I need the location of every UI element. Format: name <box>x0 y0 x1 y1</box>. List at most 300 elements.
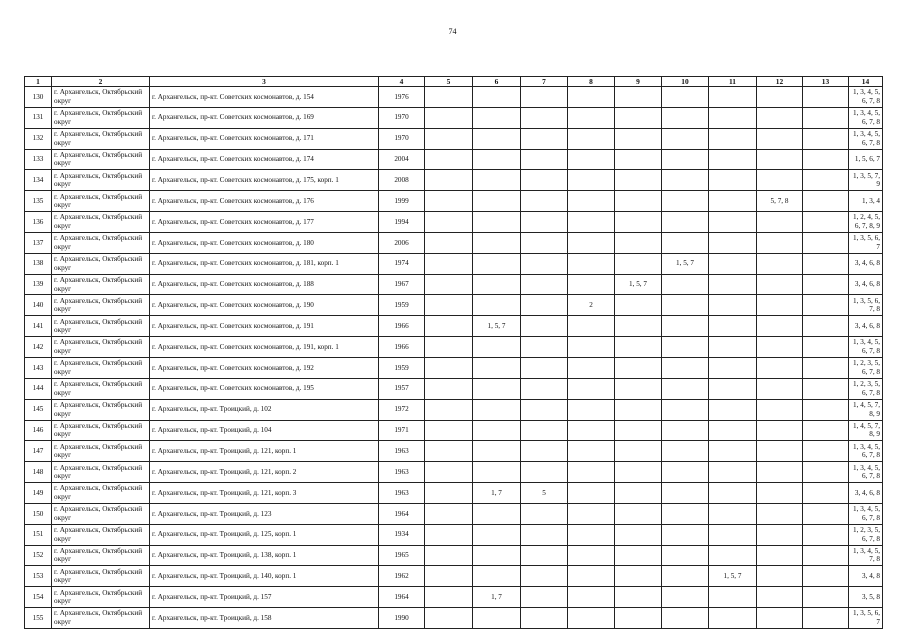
col11-cell <box>709 107 757 128</box>
col11-cell <box>709 191 757 212</box>
row-number: 152 <box>25 545 52 566</box>
district-cell: г. Архангельск, Октябрьский округ <box>52 524 150 545</box>
col11-cell <box>709 128 757 149</box>
col12-cell <box>757 170 803 191</box>
col11-cell <box>709 170 757 191</box>
address-cell: г. Архангельск, пр-кт. Троицкий, д. 125, корп. 1 <box>150 524 379 545</box>
col10-cell <box>662 587 709 608</box>
year-cell: 2006 <box>379 232 425 253</box>
col8-cell <box>568 128 615 149</box>
table-row <box>25 316 883 337</box>
address-cell: г. Архангельск, пр-кт. Советских космонавтов, д. 191 <box>150 316 379 337</box>
col14-cell: 1, 3, 4, 5, 6, 7, 8 <box>849 107 883 128</box>
col11-cell <box>709 357 757 378</box>
col10-cell <box>662 503 709 524</box>
col11-cell <box>709 316 757 337</box>
col8-cell <box>568 316 615 337</box>
address-cell: г. Архангельск, пр-кт. Троицкий, д. 157 <box>150 587 379 608</box>
col14-cell: 1, 3, 4, 5, 6, 7, 8 <box>849 337 883 358</box>
col13-cell <box>803 87 849 108</box>
col10-cell <box>662 462 709 483</box>
col11-cell <box>709 149 757 170</box>
column-header-10: 10 <box>662 77 709 87</box>
col8-cell <box>568 420 615 441</box>
year-cell: 1990 <box>379 608 425 629</box>
col10-cell: 1, 5, 7 <box>662 253 709 274</box>
district-cell: г. Архангельск, Октябрьский округ <box>52 483 150 504</box>
col14-cell: 1, 3, 4, 5, 6, 7, 8 <box>849 503 883 524</box>
col9-cell <box>615 503 662 524</box>
district-cell: г. Архангельск, Октябрьский округ <box>52 399 150 420</box>
col6-cell <box>473 253 521 274</box>
col5-cell <box>425 441 473 462</box>
col6-cell <box>473 232 521 253</box>
col5-cell <box>425 316 473 337</box>
table-row <box>25 587 883 608</box>
column-header-8: 8 <box>568 77 615 87</box>
col14-cell: 1, 2, 3, 5, 6, 7, 8 <box>849 357 883 378</box>
col13-cell <box>803 566 849 587</box>
col5-cell <box>425 378 473 399</box>
col14-cell: 1, 2, 4, 5, 6, 7, 8, 9 <box>849 212 883 233</box>
col8-cell <box>568 337 615 358</box>
col10-cell <box>662 566 709 587</box>
col5-cell <box>425 483 473 504</box>
col12-cell <box>757 608 803 629</box>
row-number: 151 <box>25 524 52 545</box>
col14-cell: 1, 3, 4, 5, 6, 7, 8 <box>849 462 883 483</box>
address-cell: г. Архангельск, пр-кт. Советских космонавтов, д. 188 <box>150 274 379 295</box>
address-cell: г. Архангельск, пр-кт. Троицкий, д. 102 <box>150 399 379 420</box>
table-row <box>25 378 883 399</box>
year-cell: 1970 <box>379 107 425 128</box>
col9-cell <box>615 483 662 504</box>
col10-cell <box>662 483 709 504</box>
col7-cell <box>521 566 568 587</box>
col11-cell <box>709 295 757 316</box>
col13-cell <box>803 420 849 441</box>
address-cell: г. Архангельск, пр-кт. Троицкий, д. 123 <box>150 503 379 524</box>
col5-cell <box>425 503 473 524</box>
col13-cell <box>803 107 849 128</box>
row-number: 142 <box>25 337 52 358</box>
district-cell: г. Архангельск, Октябрьский округ <box>52 441 150 462</box>
col11-cell <box>709 420 757 441</box>
address-cell: г. Архангельск, пр-кт. Троицкий, д. 140, корп. 1 <box>150 566 379 587</box>
col10-cell <box>662 295 709 316</box>
col6-cell <box>473 170 521 191</box>
col9-cell <box>615 337 662 358</box>
col14-cell: 1, 3, 5, 6, 7 <box>849 232 883 253</box>
district-cell: г. Архангельск, Октябрьский округ <box>52 295 150 316</box>
col5-cell <box>425 337 473 358</box>
address-cell: г. Архангельск, пр-кт. Советских космонавтов, д. 154 <box>150 87 379 108</box>
table-row <box>25 295 883 316</box>
col8-cell <box>568 232 615 253</box>
address-cell: г. Архангельск, пр-кт. Советских космонавтов, д. 190 <box>150 295 379 316</box>
col6-cell: 1, 7 <box>473 483 521 504</box>
col12-cell <box>757 316 803 337</box>
col10-cell <box>662 316 709 337</box>
col8-cell <box>568 566 615 587</box>
row-number: 133 <box>25 149 52 170</box>
col7-cell <box>521 170 568 191</box>
col8-cell <box>568 587 615 608</box>
table-row <box>25 212 883 233</box>
district-cell: г. Архангельск, Октябрьский округ <box>52 149 150 170</box>
col7-cell <box>521 232 568 253</box>
col14-cell: 1, 3, 4, 5, 6, 7, 8 <box>849 441 883 462</box>
col12-cell <box>757 212 803 233</box>
district-cell: г. Архангельск, Октябрьский округ <box>52 212 150 233</box>
col11-cell <box>709 608 757 629</box>
col5-cell <box>425 545 473 566</box>
col13-cell <box>803 128 849 149</box>
district-cell: г. Архангельск, Октябрьский округ <box>52 107 150 128</box>
col7-cell <box>521 295 568 316</box>
col7-cell <box>521 107 568 128</box>
col11-cell <box>709 399 757 420</box>
col13-cell <box>803 587 849 608</box>
col11-cell <box>709 232 757 253</box>
year-cell: 1971 <box>379 420 425 441</box>
table-row <box>25 420 883 441</box>
register-table <box>24 76 883 629</box>
col7-cell <box>521 399 568 420</box>
address-cell: г. Архангельск, пр-кт. Советских космонавтов, д. 192 <box>150 357 379 378</box>
col10-cell <box>662 170 709 191</box>
col6-cell <box>473 357 521 378</box>
col13-cell <box>803 545 849 566</box>
col12-cell <box>757 378 803 399</box>
address-cell: г. Архангельск, пр-кт. Советских космонавтов, д. 169 <box>150 107 379 128</box>
table-row <box>25 608 883 629</box>
address-cell: г. Архангельск, пр-кт. Советских космонавтов, д. 180 <box>150 232 379 253</box>
col13-cell <box>803 503 849 524</box>
col14-cell: 3, 4, 8 <box>849 566 883 587</box>
year-cell: 2008 <box>379 170 425 191</box>
row-number: 130 <box>25 87 52 108</box>
table-body <box>25 87 883 629</box>
col6-cell <box>473 441 521 462</box>
col6-cell <box>473 566 521 587</box>
row-number: 145 <box>25 399 52 420</box>
row-number: 147 <box>25 441 52 462</box>
col13-cell <box>803 232 849 253</box>
column-header-12: 12 <box>757 77 803 87</box>
col8-cell <box>568 253 615 274</box>
col9-cell <box>615 545 662 566</box>
col10-cell <box>662 212 709 233</box>
col11-cell <box>709 274 757 295</box>
col9-cell <box>615 566 662 587</box>
col7-cell <box>521 462 568 483</box>
col8-cell <box>568 441 615 462</box>
col13-cell <box>803 295 849 316</box>
col6-cell <box>473 608 521 629</box>
col5-cell <box>425 274 473 295</box>
col9-cell <box>615 316 662 337</box>
col9-cell: 1, 5, 7 <box>615 274 662 295</box>
year-cell: 1972 <box>379 399 425 420</box>
col14-cell: 3, 4, 6, 8 <box>849 274 883 295</box>
year-cell: 1999 <box>379 191 425 212</box>
col14-cell: 1, 3, 4, 5, 6, 7, 8 <box>849 87 883 108</box>
district-cell: г. Архангельск, Октябрьский округ <box>52 232 150 253</box>
col6-cell <box>473 524 521 545</box>
table-row <box>25 274 883 295</box>
col12-cell <box>757 274 803 295</box>
col10-cell <box>662 399 709 420</box>
col12-cell <box>757 295 803 316</box>
col12-cell <box>757 524 803 545</box>
col12-cell <box>757 357 803 378</box>
col7-cell <box>521 441 568 462</box>
address-cell: г. Архангельск, пр-кт. Троицкий, д. 121, корп. 2 <box>150 462 379 483</box>
col9-cell <box>615 87 662 108</box>
address-cell: г. Архангельск, пр-кт. Советских космонавтов, д. 176 <box>150 191 379 212</box>
col7-cell: 5 <box>521 483 568 504</box>
year-cell: 1963 <box>379 483 425 504</box>
col11-cell <box>709 212 757 233</box>
district-cell: г. Архангельск, Октябрьский округ <box>52 357 150 378</box>
col5-cell <box>425 399 473 420</box>
col12-cell <box>757 462 803 483</box>
year-cell: 1959 <box>379 357 425 378</box>
year-cell: 1966 <box>379 337 425 358</box>
district-cell: г. Архангельск, Октябрьский округ <box>52 462 150 483</box>
col9-cell <box>615 462 662 483</box>
col14-cell: 1, 2, 3, 5, 6, 7, 8 <box>849 524 883 545</box>
col5-cell <box>425 87 473 108</box>
col7-cell <box>521 357 568 378</box>
row-number: 139 <box>25 274 52 295</box>
col10-cell <box>662 337 709 358</box>
col6-cell <box>473 107 521 128</box>
col14-cell: 1, 3, 4, 5, 6, 7, 8 <box>849 128 883 149</box>
col9-cell <box>615 399 662 420</box>
col7-cell <box>521 253 568 274</box>
district-cell: г. Архангельск, Октябрьский округ <box>52 170 150 191</box>
col14-cell: 1, 4, 5, 7, 8, 9 <box>849 399 883 420</box>
district-cell: г. Архангельск, Октябрьский округ <box>52 420 150 441</box>
col10-cell <box>662 420 709 441</box>
district-cell: г. Архангельск, Октябрьский округ <box>52 608 150 629</box>
col14-cell: 3, 5, 8 <box>849 587 883 608</box>
col11-cell <box>709 253 757 274</box>
col7-cell <box>521 420 568 441</box>
col12-cell <box>757 399 803 420</box>
col5-cell <box>425 212 473 233</box>
col14-cell: 1, 3, 4 <box>849 191 883 212</box>
col8-cell <box>568 149 615 170</box>
district-cell: г. Архангельск, Октябрьский округ <box>52 128 150 149</box>
year-cell: 1994 <box>379 212 425 233</box>
col8-cell <box>568 399 615 420</box>
col11-cell <box>709 503 757 524</box>
col8-cell <box>568 274 615 295</box>
row-number: 138 <box>25 253 52 274</box>
district-cell: г. Архангельск, Октябрьский округ <box>52 87 150 108</box>
address-cell: г. Архангельск, пр-кт. Советских космонавтов, д. 177 <box>150 212 379 233</box>
col8-cell <box>568 191 615 212</box>
column-header-3: 3 <box>150 77 379 87</box>
address-cell: г. Архангельск, пр-кт. Троицкий, д. 138, корп. 1 <box>150 545 379 566</box>
row-number: 144 <box>25 378 52 399</box>
column-header-11: 11 <box>709 77 757 87</box>
year-cell: 1963 <box>379 441 425 462</box>
table-row <box>25 107 883 128</box>
col6-cell <box>473 149 521 170</box>
col8-cell <box>568 87 615 108</box>
year-cell: 1965 <box>379 545 425 566</box>
year-cell: 1970 <box>379 128 425 149</box>
col13-cell <box>803 608 849 629</box>
row-number: 153 <box>25 566 52 587</box>
district-cell: г. Архангельск, Октябрьский округ <box>52 378 150 399</box>
table-row <box>25 170 883 191</box>
col10-cell <box>662 128 709 149</box>
col7-cell <box>521 87 568 108</box>
table-row <box>25 357 883 378</box>
address-cell: г. Архангельск, пр-кт. Троицкий, д. 104 <box>150 420 379 441</box>
year-cell: 1976 <box>379 87 425 108</box>
table-row <box>25 87 883 108</box>
year-cell: 2004 <box>379 149 425 170</box>
col8-cell <box>568 107 615 128</box>
col7-cell <box>521 149 568 170</box>
col7-cell <box>521 128 568 149</box>
col10-cell <box>662 107 709 128</box>
district-cell: г. Архангельск, Октябрьский округ <box>52 337 150 358</box>
col14-cell: 3, 4, 6, 8 <box>849 253 883 274</box>
col14-cell: 1, 2, 3, 5, 6, 7, 8 <box>849 378 883 399</box>
col7-cell <box>521 608 568 629</box>
col10-cell <box>662 545 709 566</box>
table-row <box>25 503 883 524</box>
row-number: 134 <box>25 170 52 191</box>
col13-cell <box>803 212 849 233</box>
col13-cell <box>803 149 849 170</box>
year-cell: 1962 <box>379 566 425 587</box>
year-cell: 1963 <box>379 462 425 483</box>
col8-cell <box>568 503 615 524</box>
column-header-2: 2 <box>52 77 150 87</box>
col8-cell <box>568 170 615 191</box>
col5-cell <box>425 232 473 253</box>
col8-cell <box>568 545 615 566</box>
col11-cell <box>709 545 757 566</box>
col6-cell <box>473 462 521 483</box>
col8-cell <box>568 378 615 399</box>
col14-cell: 1, 3, 5, 6, 7 <box>849 608 883 629</box>
col7-cell <box>521 316 568 337</box>
col10-cell <box>662 378 709 399</box>
col11-cell: 1, 5, 7 <box>709 566 757 587</box>
district-cell: г. Архангельск, Октябрьский округ <box>52 253 150 274</box>
address-cell: г. Архангельск, пр-кт. Советских космонавтов, д. 195 <box>150 378 379 399</box>
col9-cell <box>615 357 662 378</box>
col7-cell <box>521 337 568 358</box>
col8-cell: 2 <box>568 295 615 316</box>
col7-cell <box>521 274 568 295</box>
col9-cell <box>615 232 662 253</box>
col12-cell <box>757 337 803 358</box>
col13-cell <box>803 274 849 295</box>
table-row <box>25 128 883 149</box>
col13-cell <box>803 191 849 212</box>
col5-cell <box>425 170 473 191</box>
col5-cell <box>425 107 473 128</box>
col6-cell <box>473 212 521 233</box>
col10-cell <box>662 524 709 545</box>
col6-cell <box>473 420 521 441</box>
address-cell: г. Архангельск, пр-кт. Советских космонавтов, д. 175, корп. 1 <box>150 170 379 191</box>
col13-cell <box>803 357 849 378</box>
col11-cell <box>709 462 757 483</box>
col5-cell <box>425 357 473 378</box>
col9-cell <box>615 378 662 399</box>
column-header-7: 7 <box>521 77 568 87</box>
district-cell: г. Архангельск, Октябрьский округ <box>52 545 150 566</box>
row-number: 131 <box>25 107 52 128</box>
col8-cell <box>568 608 615 629</box>
table-row <box>25 191 883 212</box>
col13-cell <box>803 316 849 337</box>
column-header-6: 6 <box>473 77 521 87</box>
col6-cell <box>473 337 521 358</box>
col8-cell <box>568 524 615 545</box>
col12-cell <box>757 149 803 170</box>
col5-cell <box>425 587 473 608</box>
col12-cell <box>757 420 803 441</box>
col9-cell <box>615 107 662 128</box>
col10-cell <box>662 149 709 170</box>
year-cell: 1934 <box>379 524 425 545</box>
address-cell: г. Архангельск, пр-кт. Троицкий, д. 158 <box>150 608 379 629</box>
col12-cell <box>757 441 803 462</box>
district-cell: г. Архангельск, Октябрьский округ <box>52 316 150 337</box>
row-number: 154 <box>25 587 52 608</box>
col8-cell <box>568 357 615 378</box>
col9-cell <box>615 149 662 170</box>
col5-cell <box>425 524 473 545</box>
col5-cell <box>425 420 473 441</box>
col13-cell <box>803 462 849 483</box>
col6-cell <box>473 87 521 108</box>
col8-cell <box>568 483 615 504</box>
col13-cell <box>803 399 849 420</box>
col7-cell <box>521 524 568 545</box>
col12-cell <box>757 503 803 524</box>
col9-cell <box>615 587 662 608</box>
col10-cell <box>662 608 709 629</box>
col12-cell <box>757 587 803 608</box>
table-row <box>25 441 883 462</box>
col11-cell <box>709 483 757 504</box>
col8-cell <box>568 462 615 483</box>
address-cell: г. Архангельск, пр-кт. Троицкий, д. 121, корп. 3 <box>150 483 379 504</box>
col12-cell <box>757 545 803 566</box>
table-row <box>25 253 883 274</box>
col5-cell <box>425 149 473 170</box>
col12-cell <box>757 107 803 128</box>
col7-cell <box>521 587 568 608</box>
row-number: 132 <box>25 128 52 149</box>
col13-cell <box>803 524 849 545</box>
col12-cell <box>757 232 803 253</box>
table-row <box>25 399 883 420</box>
